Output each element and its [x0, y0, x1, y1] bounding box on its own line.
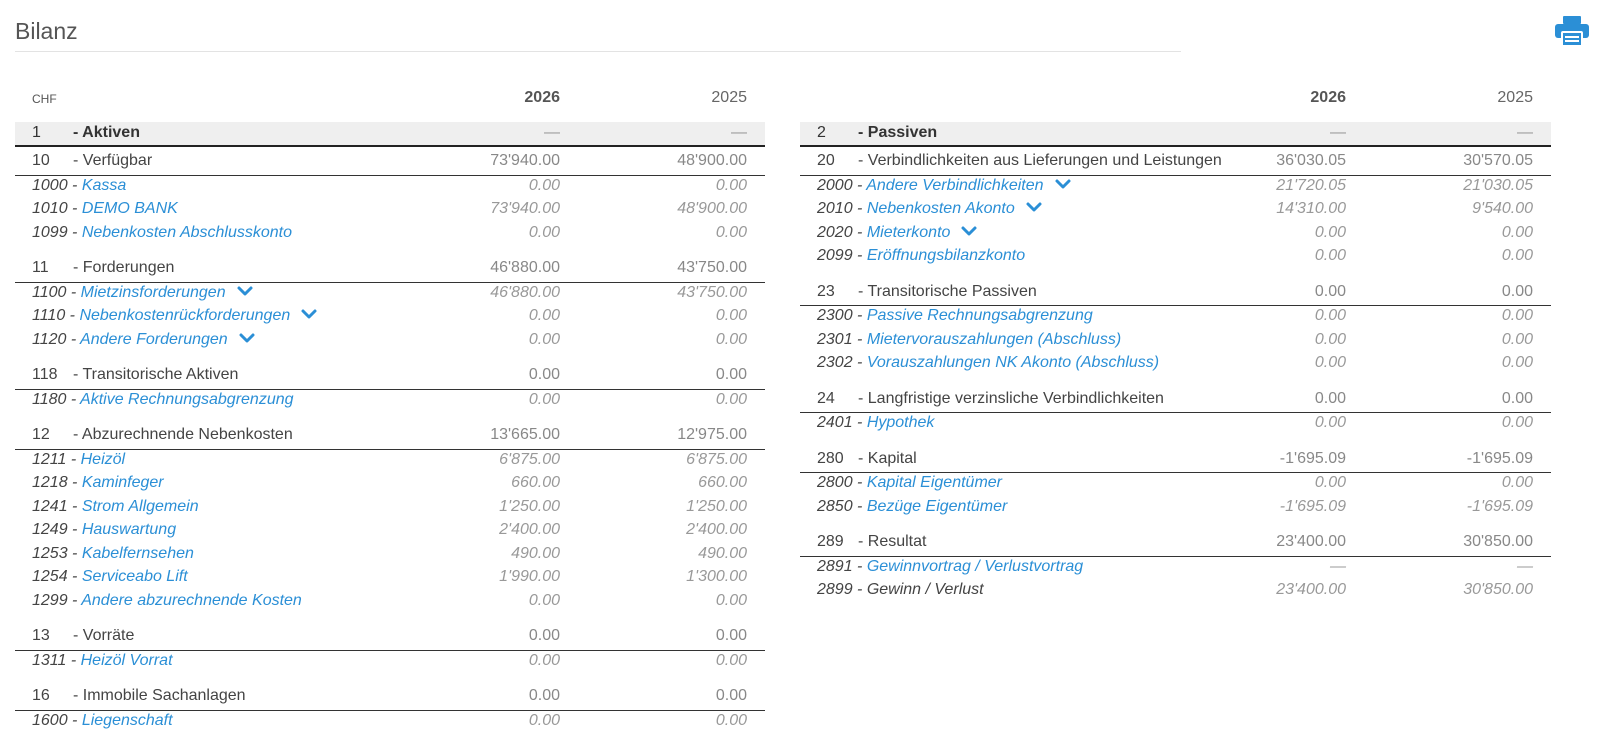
account-row — [15, 520, 765, 544]
account-link[interactable]: Vorauszahlungen NK Akonto (Abschluss) — [866, 354, 1160, 371]
account-value-2025: 9'540.00 — [1472, 200, 1533, 217]
account-link[interactable]: Kassa — [81, 176, 127, 194]
account-value-2025: 0.00 — [715, 390, 747, 408]
year-previous-header: 2025 — [1497, 89, 1533, 106]
liabilities-header-row — [800, 87, 1551, 111]
section-label: - Transitorische Aktiven — [73, 366, 239, 383]
section-value-2026: 36'030.05 — [1276, 152, 1346, 169]
account-value-2026: 1'250.00 — [499, 497, 560, 515]
account-row — [800, 413, 1551, 437]
account-row — [800, 330, 1551, 354]
account-value-2026: 0.00 — [1314, 223, 1346, 241]
account-number: 2020 - — [817, 223, 867, 241]
account-title — [32, 592, 302, 610]
section-number: 16 — [32, 687, 50, 704]
account-number: 2301 - — [817, 330, 867, 348]
account-value-2025: 0.00 — [715, 591, 747, 609]
account-number: 1110 - — [32, 307, 80, 324]
account-value-2025: 0.00 — [715, 711, 747, 729]
account-value-2026: 0.00 — [1314, 414, 1346, 431]
account-number: 1180 - — [32, 390, 81, 408]
account-link[interactable]: Nebenkosten Akonto — [866, 200, 1015, 217]
account-row — [15, 223, 765, 247]
account-number: 1218 - — [32, 474, 82, 491]
account-link[interactable]: Nebenkosten Abschlusskonto — [81, 223, 293, 241]
account-title — [32, 498, 199, 516]
section-number: 11 — [32, 259, 49, 276]
section-label: - Immobile Sachanlagen — [73, 687, 246, 704]
section-value-2025: 43'750.00 — [677, 259, 747, 276]
account-value-2026: 0.00 — [528, 223, 560, 241]
account-link[interactable]: Bezüge Eigentümer — [866, 497, 1008, 515]
chevron-down-icon[interactable] — [236, 284, 254, 298]
account-value-2025: 21'030.05 — [1463, 176, 1533, 194]
account-value-2025: 0.00 — [715, 651, 747, 669]
section-label: - Verfügbar — [73, 152, 153, 169]
account-link[interactable]: Kabelfernsehen — [81, 544, 194, 562]
section-title — [15, 682, 765, 710]
section-value-2026: 0.00 — [1314, 389, 1346, 407]
account-value-2025: 1'300.00 — [686, 568, 747, 585]
account-value-2026: 0.00 — [528, 176, 560, 194]
account-title — [817, 474, 1002, 492]
section-value-2025: 30'850.00 — [1463, 533, 1533, 550]
assets-header-row — [15, 87, 765, 111]
account-title — [32, 474, 164, 492]
account-row — [15, 544, 765, 568]
account-link[interactable]: Aktive Rechnungsabgrenzung — [80, 390, 294, 408]
account-title — [817, 177, 1072, 195]
account-number: 1253 - — [32, 544, 82, 562]
account-link[interactable]: Andere abzurechnende Kosten — [81, 591, 302, 609]
account-row — [800, 557, 1551, 581]
account-number: 2899 - — [817, 581, 867, 598]
account-number: 2302 - — [817, 354, 867, 371]
section-row — [800, 445, 1551, 474]
account-link[interactable]: Nebenkostenrückforderungen — [79, 307, 291, 324]
account-value-2026: — — [1330, 557, 1346, 575]
section-value-2026: 46'880.00 — [490, 259, 560, 276]
account-title — [817, 498, 1007, 516]
account-link[interactable]: Kapital Eigentümer — [866, 474, 1002, 491]
account-row — [800, 473, 1551, 497]
account-link[interactable]: Mietervorauszahlungen (Abschluss) — [866, 330, 1122, 348]
section-value-2026: 23'400.00 — [1276, 533, 1346, 550]
account-row — [15, 450, 765, 474]
section-title — [800, 278, 1551, 306]
group-value-2025: — — [731, 124, 747, 141]
account-value-2026: 0.00 — [1314, 354, 1346, 371]
account-link[interactable]: Hypothek — [866, 414, 935, 431]
year-current-header: 2026 — [524, 89, 560, 106]
section-spacer — [15, 413, 765, 421]
assets-table — [15, 122, 765, 734]
section-value-2026: 0.00 — [1314, 282, 1346, 300]
section-number: 13 — [32, 627, 50, 644]
section-title — [800, 445, 1551, 473]
account-value-2026: 73'940.00 — [490, 200, 560, 217]
account-value-2026: 6'875.00 — [499, 450, 560, 468]
account-title — [817, 247, 1025, 265]
account-title — [817, 558, 1083, 576]
account-title — [32, 200, 178, 218]
account-row — [15, 176, 765, 200]
account-value-2025: 43'750.00 — [677, 283, 747, 301]
section-row — [800, 528, 1551, 557]
section-spacer — [15, 614, 765, 622]
section-row — [15, 147, 765, 176]
account-title — [32, 521, 176, 539]
account-value-2026: 14'310.00 — [1276, 200, 1346, 217]
account-row — [800, 223, 1551, 247]
section-title — [15, 361, 765, 389]
title-divider — [15, 51, 1181, 52]
account-value-2025: 0.00 — [715, 223, 747, 241]
section-value-2025: 0.00 — [1501, 282, 1533, 300]
section-number: 23 — [817, 282, 835, 300]
account-value-2025: 1'250.00 — [686, 497, 747, 515]
account-value-2025: 0.00 — [1501, 354, 1533, 371]
chevron-down-icon[interactable] — [300, 307, 318, 321]
account-value-2025: 0.00 — [1501, 223, 1533, 241]
chevron-down-icon[interactable] — [238, 331, 256, 345]
page-title: Bilanz — [15, 18, 78, 44]
account-title — [817, 581, 984, 599]
section-number: 12 — [32, 426, 50, 443]
account-number: 2000 - — [817, 176, 867, 194]
account-number: 1241 - — [32, 497, 82, 515]
section-label: - Kapital — [858, 449, 917, 467]
section-title — [15, 147, 765, 175]
account-row — [800, 306, 1551, 330]
section-title — [800, 147, 1551, 175]
account-title — [32, 224, 292, 242]
section-spacer — [800, 520, 1551, 528]
section-title — [15, 421, 765, 449]
account-link[interactable]: DEMO BANK — [81, 200, 178, 217]
account-link[interactable]: Mietzinsforderungen — [80, 283, 226, 301]
account-title — [32, 712, 173, 730]
section-number: 289 — [817, 533, 844, 550]
account-title — [32, 652, 173, 670]
account-value-2026: 0.00 — [528, 330, 560, 348]
section-value-2025: 0.00 — [715, 366, 747, 383]
section-spacer — [15, 674, 765, 682]
section-value-2025: 48'900.00 — [677, 152, 747, 169]
section-label: - Abzurechnende Nebenkosten — [73, 426, 293, 443]
section-value-2025: 12'975.00 — [677, 426, 747, 443]
account-value-2026: 23'400.00 — [1276, 581, 1346, 598]
chevron-down-icon[interactable] — [1025, 200, 1043, 214]
account-value-2025: 0.00 — [1501, 330, 1533, 348]
section-label: - Resultat — [858, 533, 927, 550]
account-value-2025: 30'850.00 — [1463, 581, 1533, 598]
account-row — [15, 497, 765, 521]
account-number: 2800 - — [817, 474, 867, 491]
group-value-2026: — — [1330, 124, 1346, 141]
section-label: - Langfristige verzinsliche Verbindlichkeiten — [858, 389, 1164, 407]
account-link[interactable]: Passive Rechnungsabgrenzung — [866, 307, 1093, 324]
account-title — [817, 200, 1043, 218]
account-row — [800, 580, 1551, 604]
account-value-2025: 0.00 — [1501, 307, 1533, 324]
section-label: - Transitorische Passiven — [858, 282, 1037, 300]
account-row — [15, 567, 765, 591]
section-spacer — [15, 246, 765, 254]
year-current-header: 2026 — [1310, 89, 1346, 106]
account-number: 2401 - — [817, 414, 867, 431]
section-value-2025: -1'695.09 — [1466, 449, 1533, 467]
account-value-2025: 2'400.00 — [686, 521, 747, 538]
chevron-down-icon[interactable] — [960, 224, 978, 238]
account-title — [817, 224, 978, 242]
account-title — [817, 354, 1159, 372]
account-row — [15, 330, 765, 354]
section-value-2025: 0.00 — [715, 627, 747, 644]
section-spacer — [800, 437, 1551, 445]
account-link[interactable]: Kaminfeger — [81, 474, 164, 491]
account-row — [15, 306, 765, 330]
account-value-2026: 490.00 — [511, 544, 560, 562]
account-value-2026: 0.00 — [1314, 474, 1346, 491]
account-link[interactable]: Hauswartung — [81, 521, 177, 538]
account-value-2026: 2'400.00 — [499, 521, 560, 538]
section-value-2025: 0.00 — [715, 687, 747, 704]
section-title — [800, 385, 1551, 413]
account-value-2026: 0.00 — [528, 651, 560, 669]
account-number: 1299 - — [32, 591, 82, 609]
account-link[interactable]: Heizöl — [80, 450, 126, 468]
printer-icon — [1555, 16, 1589, 46]
section-row — [15, 254, 765, 283]
account-title — [817, 414, 934, 432]
section-value-2026: 0.00 — [528, 366, 560, 383]
account-title — [817, 331, 1121, 349]
account-link[interactable]: Gewinnvortrag / Verlustvortrag — [866, 557, 1084, 575]
section-row — [15, 682, 765, 711]
section-title — [800, 528, 1551, 556]
account-title — [32, 545, 194, 563]
account-title — [32, 451, 125, 469]
account-value-2025: 0.00 — [1501, 247, 1533, 264]
account-row — [800, 176, 1551, 200]
account-number: 1254 - — [32, 568, 82, 585]
account-value-2026: 0.00 — [1314, 307, 1346, 324]
group-number: 1 — [32, 124, 41, 141]
liabilities-panel — [800, 87, 1551, 604]
section-value-2026: 13'665.00 — [490, 426, 560, 443]
liabilities-table — [800, 122, 1551, 604]
account-row — [800, 353, 1551, 377]
section-value-2025: 30'570.05 — [1463, 152, 1533, 169]
group-value-2025: — — [1517, 124, 1533, 141]
account-name: Gewinn / Verlust — [866, 581, 984, 598]
account-title — [32, 307, 318, 325]
account-value-2025: 48'900.00 — [677, 200, 747, 217]
account-link[interactable]: Serviceabo Lift — [81, 568, 188, 585]
account-row — [15, 711, 765, 735]
section-row — [800, 147, 1551, 176]
account-number: 2300 - — [817, 307, 867, 324]
account-value-2026: 0.00 — [528, 307, 560, 324]
account-value-2025: 0.00 — [1501, 474, 1533, 491]
account-row — [800, 246, 1551, 270]
section-number: 20 — [817, 152, 835, 169]
section-value-2026: 0.00 — [528, 627, 560, 644]
account-number: 1100 - — [32, 283, 81, 301]
account-value-2025: -1'695.09 — [1466, 497, 1533, 515]
account-row — [15, 390, 765, 414]
section-row — [15, 622, 765, 651]
account-value-2026: 46'880.00 — [490, 283, 560, 301]
account-value-2026: 0.00 — [528, 390, 560, 408]
group-number: 2 — [817, 124, 826, 141]
account-link[interactable]: Andere Forderungen — [80, 330, 228, 348]
account-title — [32, 284, 254, 302]
account-value-2026: 1'990.00 — [499, 568, 560, 585]
account-value-2026: 0.00 — [1314, 330, 1346, 348]
account-row — [15, 591, 765, 615]
account-number: 1000 - — [32, 176, 82, 194]
account-row — [800, 497, 1551, 521]
account-value-2025: 6'875.00 — [686, 450, 747, 468]
account-value-2026: 0.00 — [1314, 247, 1346, 264]
account-link[interactable]: Liegenschaft — [81, 711, 173, 729]
account-number: 1120 - — [32, 330, 81, 348]
chevron-down-icon[interactable] — [1054, 177, 1072, 191]
account-link[interactable]: Eröffnungsbilanzkonto — [866, 247, 1026, 264]
account-number: 1010 - — [32, 200, 82, 217]
account-row — [800, 199, 1551, 223]
section-label: - Verbindlichkeiten aus Lieferungen und Leistungen — [858, 152, 1222, 169]
print-button[interactable] — [1555, 16, 1589, 46]
section-row — [15, 421, 765, 450]
account-number: 1099 - — [32, 223, 82, 241]
account-number: 1311 - — [32, 651, 81, 669]
account-title — [817, 307, 1093, 325]
account-number: 1211 - — [32, 450, 81, 468]
account-link[interactable]: Mieterkonto — [866, 223, 951, 241]
section-value-2026: 0.00 — [528, 687, 560, 704]
section-label: - Vorräte — [73, 627, 135, 644]
year-previous-header: 2025 — [711, 89, 747, 106]
group-value-2026: — — [544, 124, 560, 141]
account-link[interactable]: Andere Verbindlichkeiten — [866, 176, 1044, 194]
account-number: 1249 - — [32, 521, 82, 538]
account-number: 2891 - — [817, 557, 867, 575]
account-row — [15, 283, 765, 307]
group-label: - Passiven — [858, 124, 938, 141]
section-title — [15, 254, 765, 282]
account-number: 2099 - — [817, 247, 867, 264]
section-row — [800, 278, 1551, 307]
section-number: 10 — [32, 152, 50, 169]
group-label: - Aktiven — [73, 124, 140, 141]
account-link[interactable]: Strom Allgemein — [81, 497, 199, 515]
account-row — [15, 651, 765, 675]
account-value-2025: 0.00 — [1501, 414, 1533, 431]
account-value-2026: 660.00 — [511, 474, 560, 491]
section-spacer — [15, 353, 765, 361]
section-number: 280 — [817, 449, 844, 467]
section-spacer — [800, 377, 1551, 385]
account-title — [32, 391, 294, 409]
account-number: 2850 - — [817, 497, 867, 515]
account-value-2025: 490.00 — [698, 544, 747, 562]
currency-label: CHF — [32, 92, 57, 106]
section-row — [15, 361, 765, 390]
account-link[interactable]: Heizöl Vorrat — [80, 651, 173, 669]
assets-panel — [15, 87, 765, 734]
section-number: 118 — [32, 366, 58, 383]
account-value-2025: 660.00 — [698, 474, 747, 491]
section-value-2025: 0.00 — [1501, 389, 1533, 407]
account-value-2025: — — [1517, 557, 1533, 575]
account-number: 1600 - — [32, 711, 82, 729]
group-row — [800, 122, 1551, 147]
account-number: 2010 - — [817, 200, 867, 217]
section-number: 24 — [817, 389, 835, 407]
section-spacer — [800, 270, 1551, 278]
section-label: - Forderungen — [73, 259, 175, 276]
account-value-2026: 0.00 — [528, 591, 560, 609]
section-value-2026: 73'940.00 — [490, 152, 560, 169]
account-row — [15, 473, 765, 497]
account-value-2025: 0.00 — [715, 330, 747, 348]
section-title — [15, 622, 765, 650]
account-value-2026: -1'695.09 — [1279, 497, 1346, 515]
account-value-2026: 0.00 — [528, 711, 560, 729]
account-title — [32, 331, 256, 349]
account-title — [32, 568, 188, 586]
section-row — [800, 385, 1551, 414]
account-row — [15, 199, 765, 223]
section-value-2026: -1'695.09 — [1279, 449, 1346, 467]
account-value-2025: 0.00 — [715, 176, 747, 194]
account-value-2026: 21'720.05 — [1276, 176, 1346, 194]
group-row — [15, 122, 765, 147]
account-value-2025: 0.00 — [715, 307, 747, 324]
account-title — [32, 177, 126, 195]
